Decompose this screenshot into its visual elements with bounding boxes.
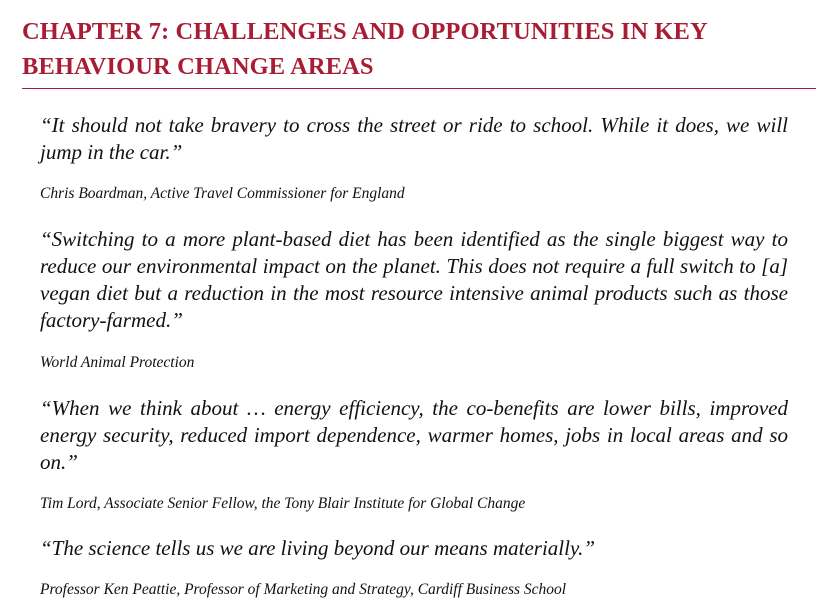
quote-block [40, 535, 788, 600]
quote-block [40, 112, 788, 204]
chapter-title: CHAPTER 7: CHALLENGES AND OPPORTUNITIES IN KEY BEHAVIOUR CHANGE AREAS [22, 18, 707, 80]
title-divider [22, 88, 816, 89]
quote-attribution: Tim Lord, Associate Senior Fellow, the Tony Blair Institute for Global Change [40, 495, 526, 512]
quote-list [40, 112, 788, 600]
quote-attribution: Chris Boardman, Active Travel Commissioner for England [40, 185, 405, 202]
quote-text: “When we think about … energy efficiency, the co-benefits are lower bills, improved energy security, reduced import dependence, warmer homes, jobs in local areas and so on.” [40, 396, 788, 474]
quote-text: “The science tells us we are living beyond our means materially.” [40, 536, 596, 560]
quote-attribution: Professor Ken Peattie, Professor of Marketing and Strategy, Cardiff Business School [40, 581, 567, 598]
quote-block [40, 395, 788, 514]
quote-text: “Switching to a more plant-based diet has been identified as the single biggest way to reduce our environmental impact on the planet. This does not require a full switch to [a] vegan diet but a reduction in the most resource intensive animal products such as those factory-farmed.” [40, 227, 788, 332]
quote-attribution: World Animal Protection [40, 354, 195, 371]
quote-block [40, 226, 788, 373]
quote-text: “It should not take bravery to cross the street or ride to school. While it does, we will jump in the car.” [40, 113, 788, 164]
